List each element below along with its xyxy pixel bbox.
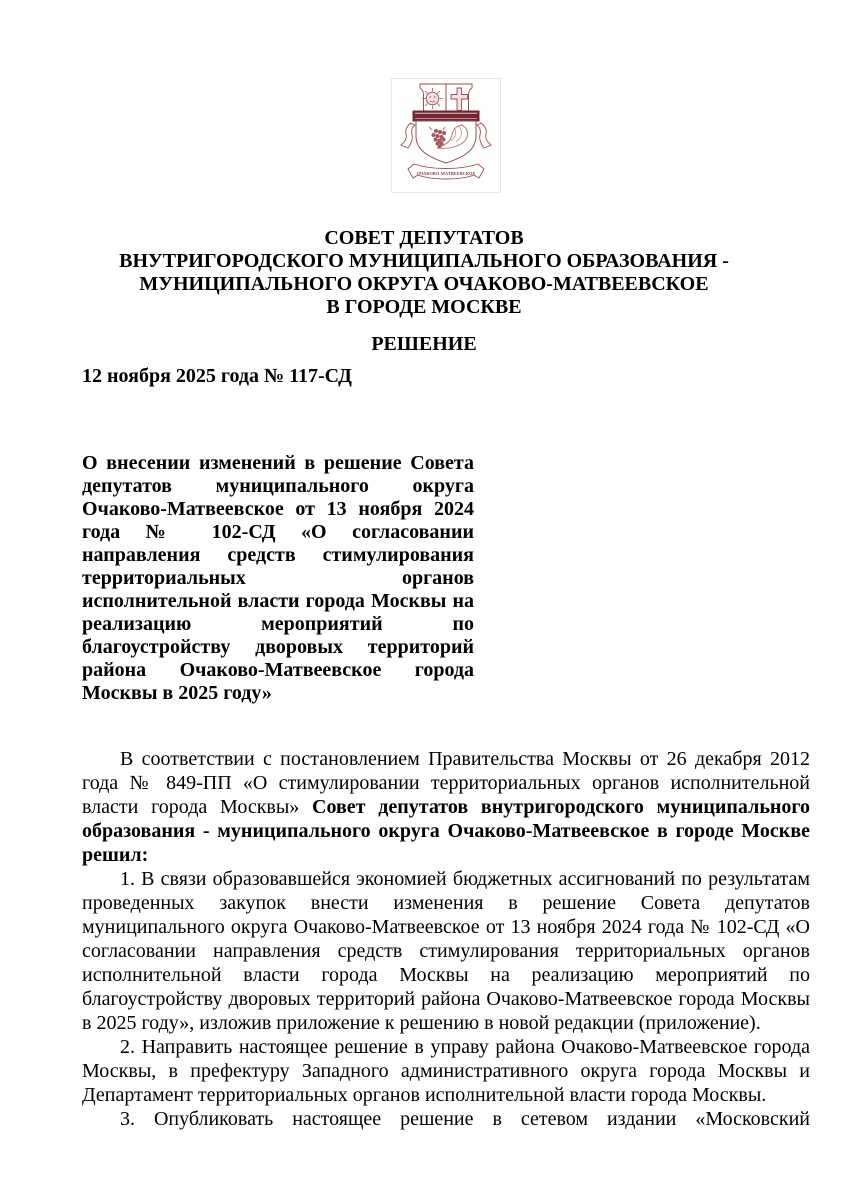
intro-paragraph xyxy=(82,747,810,867)
coat-of-arms xyxy=(391,78,501,193)
resolution-item-2: 2. Направить настоящее решение в управу района Очаково-Матвеевское города Москвы, в префектуру Западного административного округа города Москвы и Департамент территориальных органов исполнительной власти города Москвы. xyxy=(82,1036,810,1106)
coat-of-arms-icon xyxy=(396,81,496,185)
org-header-line-3: МУНИЦИПАЛЬНОГО ОКРУГА ОЧАКОВО-МАТВЕЕВСКОЕ xyxy=(139,273,709,295)
left-ribbon-icon xyxy=(401,123,415,148)
intro-regular-text: В соответствии с постановлением Правительства Москвы от 26 декабря 2012 года № 849-ПП «О стимулировании территориальных органов исполнительной власти города Москвы» xyxy=(82,748,810,818)
org-header-line-4: В ГОРОДЕ МОСКВЕ xyxy=(326,296,522,318)
org-header-line-2: ВНУТРИГОРОДСКОГО МУНИЦИПАЛЬНОГО ОБРАЗОВАНИЯ - xyxy=(119,250,729,272)
subject-block: О внесении изменений в решение Совета депутатов муниципального округа Очаково-Матвеевское от 13 ноября 2024 года № 102-СД «О согласовании направления средств стимулирования территориальных органов исполнительной власти города Москвы на реализацию мероприятий по благоустройству дворовых территорий района Очаково-Матвеевское города Москвы в 2025 году» xyxy=(82,452,474,704)
emblem-banner-text: ОЧАКОВО-МАТВЕЕВСКОЕ xyxy=(416,170,476,176)
org-header xyxy=(0,227,848,319)
resolution-item-1: 1. В связи образовавшейся экономией бюджетных ассигнований по результатам проведенных закупок внести изменения в решение Совета депутатов муниципального округа Очаково-Матвеевское от 13 ноября 2024 года № 102-СД «О согласовании направления средств стимулирования территориальных органов исполнительной власти города Москвы на реализацию мероприятий по благоустройству дворовых территорий района Очаково-Матвеевское города Москвы в 2025 году», изложив приложение к решению в новой редакции (приложение). xyxy=(82,868,810,1034)
resolution-item-3: 3. Опубликовать настоящее решение в сетевом издании «Московский xyxy=(120,1108,810,1130)
org-header-line-1: СОВЕТ ДЕПУТАТОВ xyxy=(324,227,524,249)
doc-date-number: 12 ноября 2025 года № 117-СД xyxy=(82,365,352,387)
right-ribbon-icon xyxy=(477,123,491,148)
sun-icon xyxy=(422,88,443,109)
intro-bold-text: Совет депутатов внутригородского муниципального образования - муниципального округа Очаково-Матвеевское в городе Москве решил: xyxy=(82,796,810,866)
document-body xyxy=(82,747,810,1131)
doc-type-title: РЕШЕНИЕ xyxy=(371,333,477,355)
